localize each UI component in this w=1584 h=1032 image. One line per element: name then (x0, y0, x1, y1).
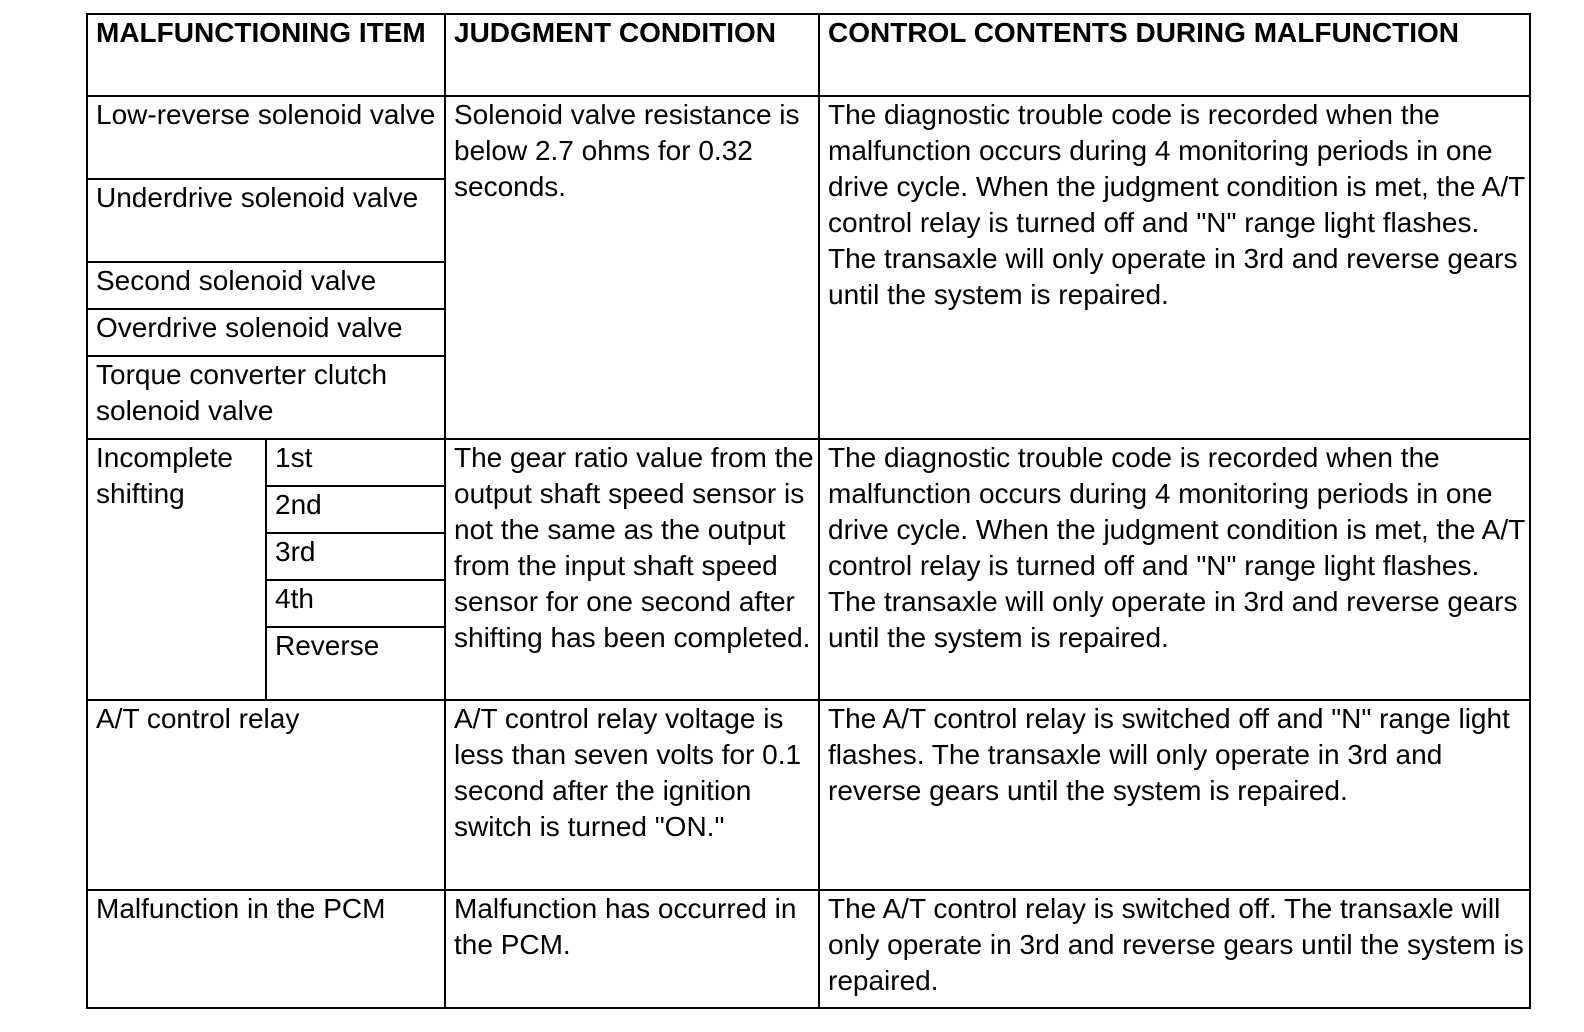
header-judgment-condition: JUDGMENT CONDITION (445, 14, 819, 96)
item-at-control-relay: A/T control relay (87, 700, 445, 890)
gear-3rd: 3rd (266, 533, 445, 580)
gear-2nd: 2nd (266, 486, 445, 533)
header-row (87, 14, 1530, 96)
control-solenoid-group: The diagnostic trouble code is recorded when the malfunction occurs during 4 monitoring periods in one drive cycle. When the judgment condition is met, the A/T control relay is turned off and "N" range light flashes. The transaxle will only operate in 3rd and reverse gears until the system is repaired. (819, 96, 1530, 439)
item-overdrive-solenoid: Overdrive solenoid valve (87, 309, 445, 356)
item-underdrive-solenoid: Underdrive solenoid valve (87, 179, 445, 262)
table-row (87, 890, 1530, 1008)
control-shifting-group: The diagnostic trouble code is recorded when the malfunction occurs during 4 monitoring periods in one drive cycle. When the judgment condition is met, the A/T control relay is turned off and "N" range light flashes. The transaxle will only operate in 3rd and reverse gears until the system is repaired. (819, 439, 1530, 700)
item-pcm-malfunction: Malfunction in the PCM (87, 890, 445, 1008)
table-row (87, 96, 1530, 179)
table-row (87, 439, 1530, 486)
judgment-solenoid-resistance: Solenoid valve resistance is below 2.7 ohms for 0.32 seconds. (445, 96, 819, 439)
malfunction-table (86, 13, 1531, 1009)
item-incomplete-shifting: Incomplete shifting (87, 439, 266, 700)
judgment-pcm: Malfunction has occurred in the PCM. (445, 890, 819, 1008)
control-relay: The A/T control relay is switched off and "N" range light flashes. The transaxle will only operate in 3rd and reverse gears until the system is repaired. (819, 700, 1530, 890)
judgment-relay-voltage: A/T control relay voltage is less than seven volts for 0.1 second after the ignition switch is turned "ON." (445, 700, 819, 890)
control-pcm: The A/T control relay is switched off. The transaxle will only operate in 3rd and reverse gears until the system is repaired. (819, 890, 1530, 1008)
item-low-reverse-solenoid: Low-reverse solenoid valve (87, 96, 445, 179)
judgment-gear-ratio: The gear ratio value from the output shaft speed sensor is not the same as the output from the input shaft speed sensor for one second after shifting has been completed. (445, 439, 819, 700)
item-second-solenoid: Second solenoid valve (87, 262, 445, 309)
gear-4th: 4th (266, 580, 445, 627)
item-torque-converter-solenoid: Torque converter clutch solenoid valve (87, 356, 445, 439)
header-control-contents: CONTROL CONTENTS DURING MALFUNCTION (819, 14, 1530, 96)
table-row (87, 700, 1530, 890)
gear-reverse: Reverse (266, 627, 445, 700)
gear-1st: 1st (266, 439, 445, 486)
header-malfunctioning-item: MALFUNCTIONING ITEM (87, 14, 445, 96)
